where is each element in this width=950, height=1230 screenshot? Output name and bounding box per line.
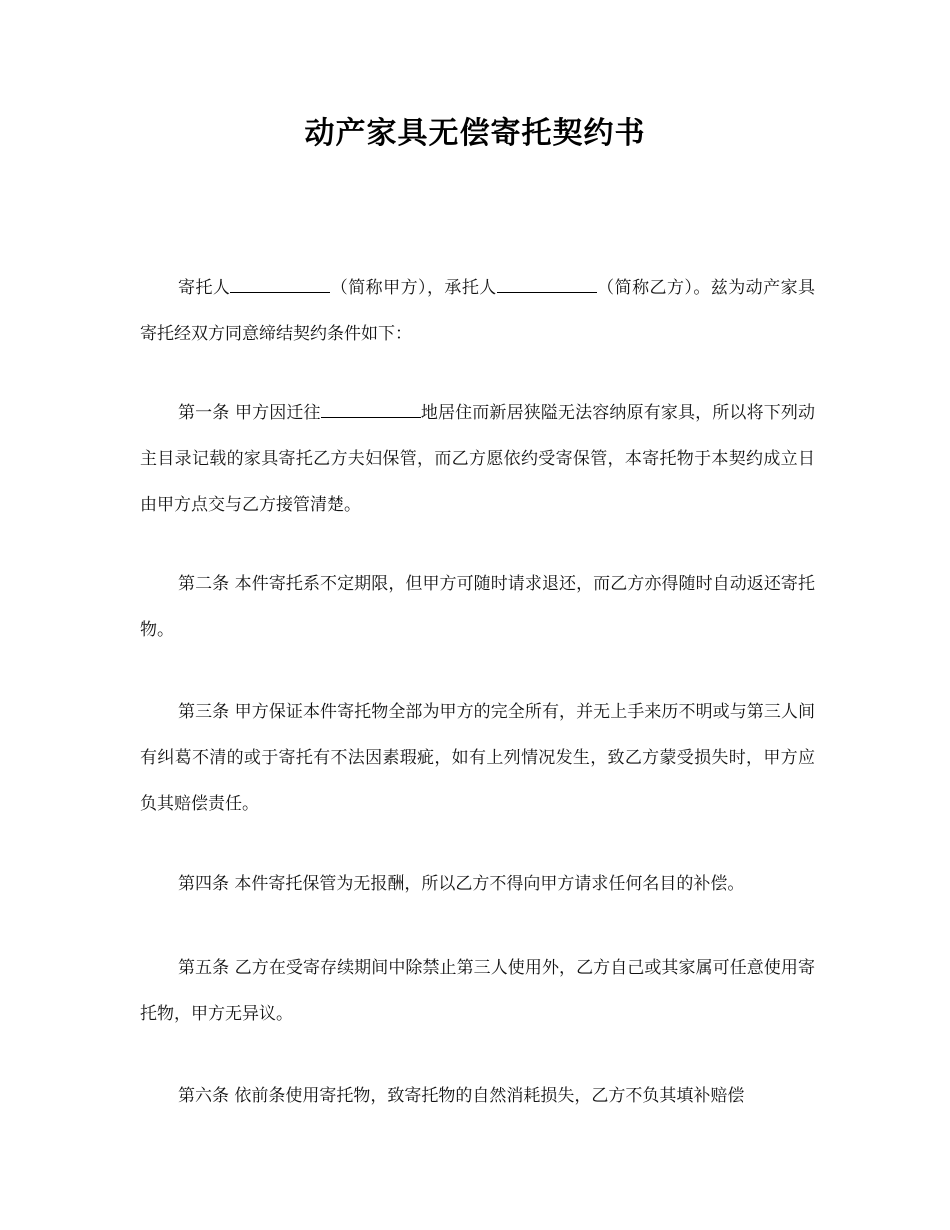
article-3-paragraph: 第三条 甲方保证本件寄托物全部为甲方的完全所有，并无上手来历不明或与第三人间有纠葛不清的或于寄托有不法因素瑕疵，如有上列情况发生，致乙方蒙受损失时，甲方应负其赔偿责任。 [140,702,815,814]
article-6-paragraph: 第六条 依前条使用寄托物，致寄托物的自然消耗损失，乙方不负其填补赔偿 [178,1086,745,1106]
article-1-text-2: 地居住而新居狭隘无法容纳原有家具，所以将下列动主目录记载的家具寄托乙方夫妇保管，而乙方愿依约受寄保管，本寄托物于本契约成立日由甲方点交与乙方接管清楚。 [140,403,816,515]
article-5-paragraph: 第五条 乙方在受寄存续期间中除禁止第三人使用外，乙方自己或其家属可任意使用寄托物，甲方无异议。 [140,958,815,1024]
document-title: 动产家具无偿寄托契约书 [304,116,646,151]
intro-text-1: 寄托人 [178,278,231,298]
article-1-text-1: 第一条 甲方因迁往 [178,403,321,423]
destination-blank[interactable] [321,401,421,418]
intro-text-3: （简称乙方）。兹为动产家具寄托经双方同意缔结契约条件如下： [140,278,816,344]
article-1-paragraph [140,390,815,528]
depositor-blank[interactable] [230,276,330,293]
custodian-blank[interactable] [497,276,597,293]
intro-paragraph [140,265,815,357]
article-2-paragraph: 第二条 本件寄托系不定期限，但甲方可随时请求退还，而乙方亦得随时自动返还寄托物。 [140,574,815,640]
article-4-paragraph: 第四条 本件寄托保管为无报酬，所以乙方不得向甲方请求任何名目的补偿。 [178,874,745,894]
intro-text-2: （简称甲方），承托人 [330,278,497,298]
